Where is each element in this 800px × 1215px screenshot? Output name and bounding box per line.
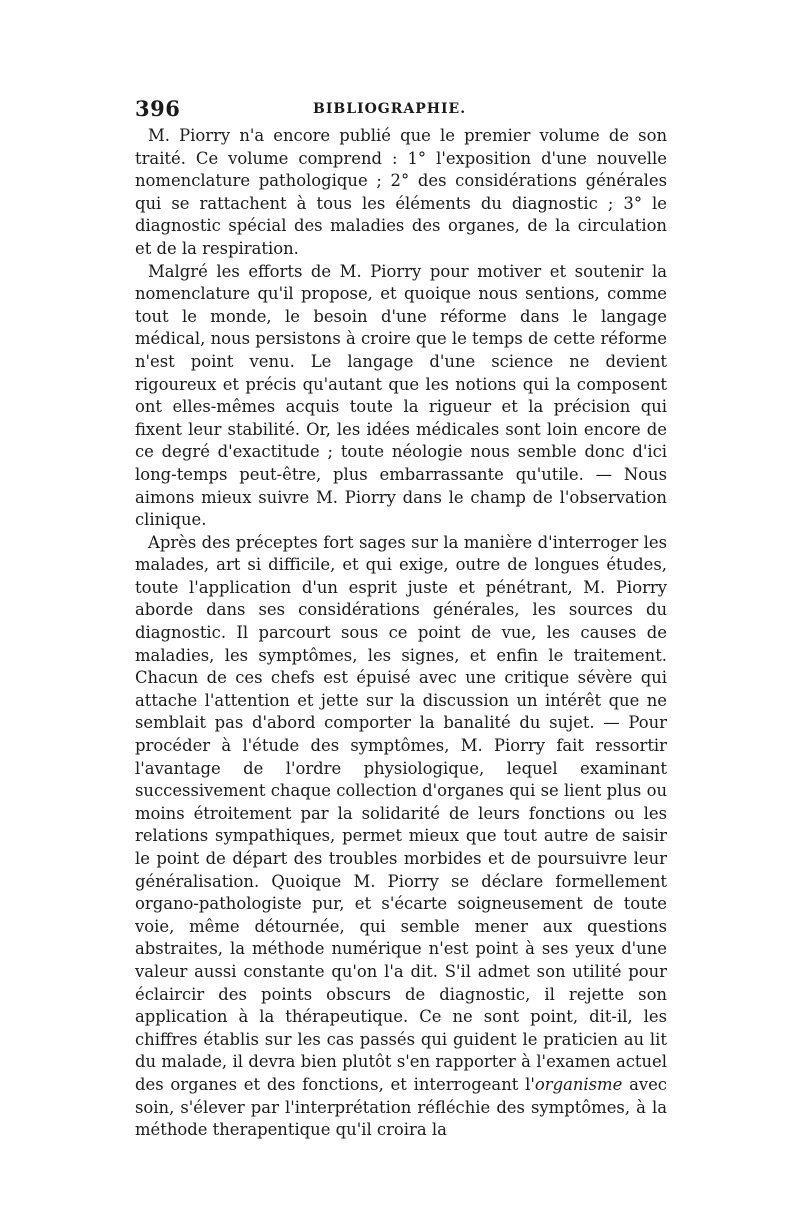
body-text (135, 125, 667, 1142)
paragraph-3-text: Après des préceptes fort sages sur la manière d'interroger les malades, art si difficile, et qui exige, outre de longues études, toute l'application d'un esprit juste et pénétrant, M. Piorry aborde dans ses considérations générales, les sources du diagnostic. Il parcourt sous ce point de vue, les causes de maladies, les symptômes, les signes, et enfin le traitement. Chacun de ces chefs est épuisé avec une critique sévère qui attache l'attention et jette sur la discussion un intérêt que ne semblait pas d'abord comporter la banalité du sujet. — Pour procéder à l'étude des symptômes, M. Piorry fait ressortir l'avantage de l'ordre physiologique, lequel examinant successivement chaque collection d'organes qui se lient plus ou moins étroitement par la solidarité de leurs fonctions ou les relations sympathiques, permet mieux que tout autre de saisir le point de départ des troubles morbides et de poursuivre leur généralisation. Quoique M. Piorry se déclare formellement organo-pathologiste pur, et s'écarte soigneusement de toute voie, même détournée, qui semble mener aux questions abstraites, la méthode numérique n'est point à ses yeux d'une valeur aussi constante qu'on l'a dit. S'il admet son utilité pour éclaircir des points obscurs de diagnostic, il rejette son application à la thérapeutique. Ce ne sont point, dit-il, les chiffres établis sur les cas passés qui guident le praticien au lit du malade, il devra bien plutôt s'en rapporter à l'examen actuel des organes et des fonctions, et interrogeant l' (135, 532, 667, 1094)
page-header (135, 96, 667, 126)
italic-term: organisme (534, 1074, 623, 1094)
page-number: 396 (135, 96, 181, 121)
paragraph-1: M. Piorry n'a encore publié que le premier volume de son traité. Ce volume comprend : 1° l'exposition d'une nouvelle nomenclature pathologique ; 2° des considérations générales qui se rattachent à tous les éléments du diagnostic ; 3° le diagnostic spécial des maladies des organes, de la circulation et de la respiration. (135, 126, 667, 258)
paragraph-3 (135, 532, 667, 1142)
paragraph-2: Malgré les efforts de M. Piorry pour motiver et soutenir la nomenclature qu'il propose, et quoique nous sentions, comme tout le monde, le besoin d'une réforme dans le langage médical, nous persistons à croire que le temps de cette réforme n'est point venu. Le langage d'une science ne devient rigoureux et précis qu'autant que les notions qui la composent ont elles-mêmes acquis toute la rigueur et la précision qui fixent leur stabilité. Or, les idées médicales sont loin encore de ce degré d'exactitude ; toute néologie nous semble donc d'ici long-temps peut-être, plus embarrassante qu'utile. — Nous aimons mieux suivre M. Piorry dans le champ de l'observation clinique. (135, 261, 667, 530)
paragraph-3-tail: avec soin, s'élever par l'interprétation réfléchie des symptômes, à la méthode therapentique qu'il croira la (135, 1074, 667, 1140)
running-head: BIBLIOGRAPHIE. (313, 101, 467, 117)
book-page (135, 96, 667, 1142)
